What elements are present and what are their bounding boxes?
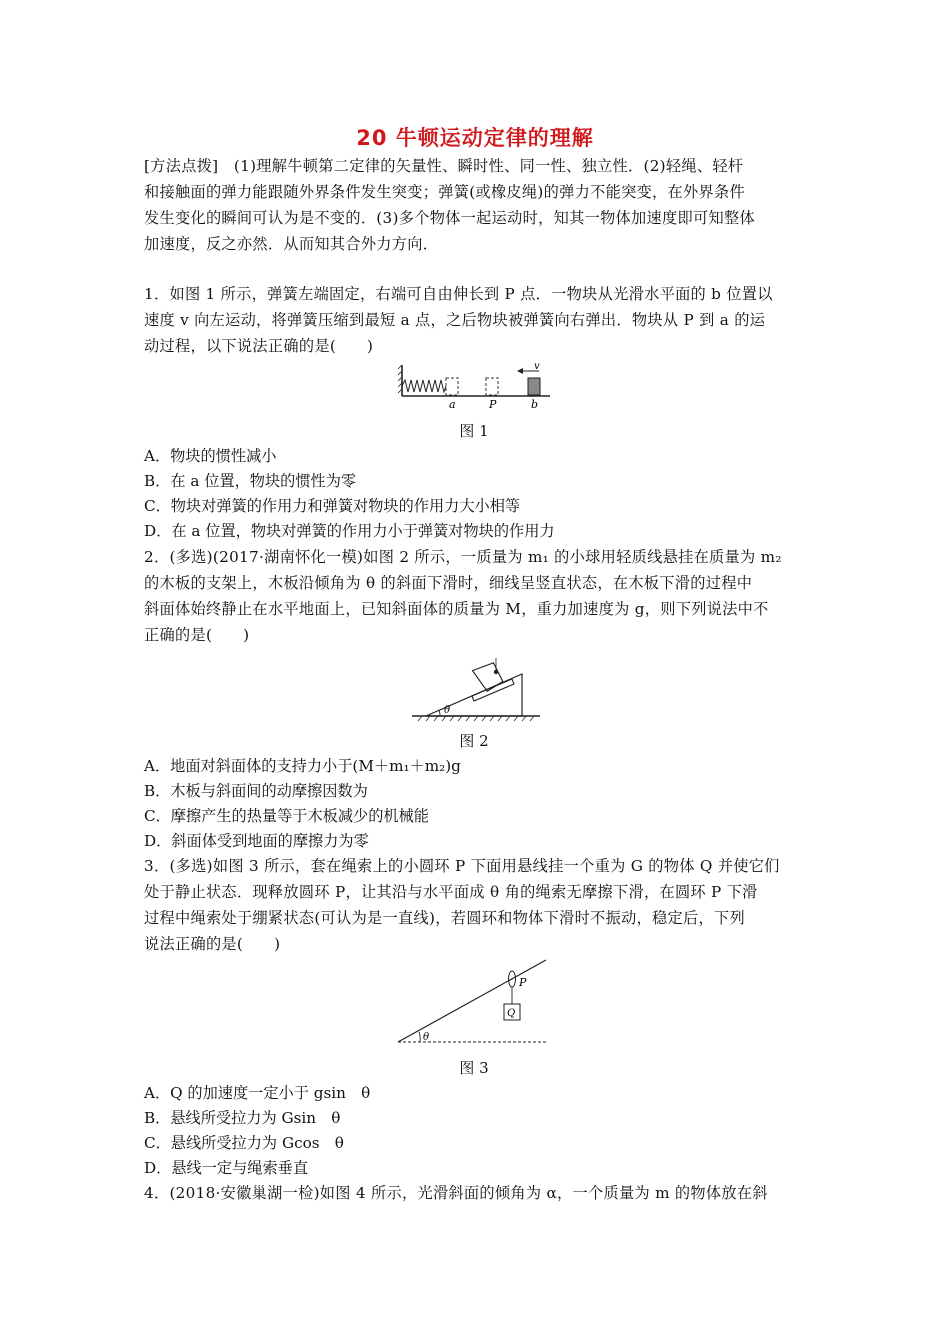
- figure-3-rope-diagram: [394, 952, 554, 1048]
- figure-3-caption: 图 3: [459, 1059, 489, 1077]
- q2-option-a: A．地面对斜面体的支持力小于(M＋m₁＋m₂)g: [144, 757, 461, 775]
- q4-text-line: 4．(2018·安徽巢湖一检)如图 4 所示，光滑斜面的倾角为 α，一个质量为 m 的物体放在斜: [144, 1184, 768, 1202]
- figure-2-incline-diagram: [408, 644, 548, 724]
- figure-1-label-b: b: [531, 398, 539, 411]
- q3-text-line: 3．(多选)如图 3 所示，套在绳索上的小圆环 P 下面用悬线挂一个重为 G 的物体 Q 并使它们: [144, 857, 780, 875]
- q2-option-d: D．斜面体受到地面的摩擦力为零: [144, 832, 369, 850]
- q2-option-c: C．摩擦产生的热量等于木板减少的机械能: [144, 807, 429, 825]
- q3-text-line: 处于静止状态．现释放圆环 P，让其沿与水平面成 θ 角的绳索无摩擦下滑，在圆环 P 下滑: [144, 883, 758, 901]
- q2-text-line: 的木板的支架上，木板沿倾角为 θ 的斜面下滑时，细线呈竖直状态，在木板下滑的过程中: [144, 574, 753, 592]
- q1-option-c: C．物块对弹簧的作用力和弹簧对物块的作用力大小相等: [144, 497, 521, 515]
- figure-1-label-a: a: [449, 398, 456, 411]
- figure-3-label-theta: θ: [423, 1032, 430, 1043]
- figure-1-label-v: v: [534, 362, 540, 372]
- method-line: 加速度，反之亦然．从而知其合外力方向．: [144, 235, 439, 253]
- q3-text-line: 过程中绳索处于绷紧状态(可认为是一直线)，若圆环和物体下滑时不振动，稳定后，下列: [144, 909, 745, 927]
- q1-option-d: D．在 a 位置，物块对弹簧的作用力小于弹簧对物块的作用力: [144, 522, 555, 540]
- q2-option-b: B．木板与斜面间的动摩擦因数为: [144, 782, 368, 800]
- q3-option-b: B．悬线所受拉力为 Gsin θ: [144, 1109, 341, 1127]
- q1-text-line: 动过程，以下说法正确的是( ): [144, 337, 374, 355]
- figure-1-label-p: P: [489, 398, 497, 411]
- figure-1-caption: 图 1: [459, 422, 489, 440]
- q1-text-line: 1．如图 1 所示，弹簧左端固定，右端可自由伸长到 P 点．一物块从光滑水平面的 b 位置以: [144, 285, 773, 303]
- q2-text-line: 斜面体始终静止在水平地面上，已知斜面体的质量为 M，重力加速度为 g，则下列说法中不: [144, 600, 769, 618]
- figure-1-spring-diagram: [398, 362, 558, 414]
- q3-option-a: A．Q 的加速度一定小于 gsin θ: [144, 1084, 371, 1102]
- page-title: 20 牛顿运动定律的理解: [356, 126, 594, 150]
- q1-text-line: 速度 v 向左运动，将弹簧压缩到最短 a 点，之后物块被弹簧向右弹出．物块从 P 到 a 的运: [144, 311, 766, 329]
- q1-option-b: B．在 a 位置，物块的惯性为零: [144, 472, 357, 490]
- q2-text-line: 正确的是( ): [144, 626, 250, 644]
- figure-2-caption: 图 2: [459, 732, 489, 750]
- method-line: [方法点拨] (1)理解牛顿第二定律的矢量性、瞬时性、同一性、独立性．(2)轻绳、轻杆: [144, 157, 744, 175]
- figure-3-label-q: Q: [507, 1008, 516, 1019]
- q3-text-line: 说法正确的是( ): [144, 935, 281, 953]
- q2-text-line: 2．(多选)(2017·湖南怀化一模)如图 2 所示，一质量为 m₁ 的小球用轻质线悬挂在质量为 m₂: [144, 548, 782, 566]
- q3-option-d: D．悬线一定与绳索垂直: [144, 1159, 309, 1177]
- method-line: 发生变化的瞬间可认为是不变的．(3)多个物体一起运动时，知其一物体加速度即可知整体: [144, 209, 755, 227]
- q1-option-a: A．物块的惯性减小: [144, 447, 277, 465]
- method-line: 和接触面的弹力能跟随外界条件发生突变；弹簧(或橡皮绳)的弹力不能突变，在外界条件: [144, 183, 745, 201]
- q3-option-c: C．悬线所受拉力为 Gcos θ: [144, 1134, 344, 1152]
- figure-2-label-theta: θ: [444, 705, 451, 716]
- figure-3-label-p: P: [519, 976, 527, 989]
